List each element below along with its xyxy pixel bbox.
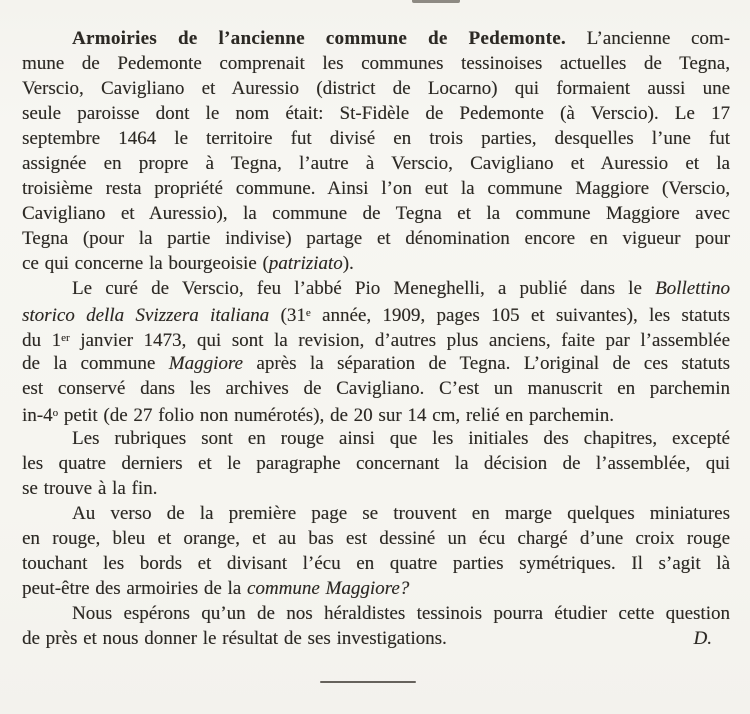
- text-run: de la commune: [22, 353, 169, 374]
- text-line: [22, 276, 730, 301]
- text-run: storico della Svizzera italiana: [22, 304, 270, 326]
- text-line: [22, 301, 730, 326]
- top-edge-print-artifact: [412, 0, 460, 3]
- text-run: après la séparation de Tegna. L’original de ces statuts: [243, 353, 730, 374]
- text-line: [22, 176, 730, 201]
- text-run: Bollettino: [655, 278, 730, 299]
- text-line: [22, 576, 730, 601]
- text-run: (31: [269, 304, 306, 326]
- scanned-page: [22, 26, 730, 683]
- text-run: petit (de 27 folio non numérotés), de 20 sur 14 cm, relié en parchemin.: [58, 404, 614, 426]
- text-run: commune Maggiore?: [246, 578, 410, 599]
- text-line: [22, 101, 730, 126]
- text-line: [22, 551, 730, 576]
- text-run: in-4: [22, 404, 53, 426]
- text-run: les quatre derniers et le paragraphe concernant la décision de l’assemblée, qui: [22, 453, 730, 474]
- text-run: troisième resta propriété commune. Ainsi l’on eut la commune Maggiore (Verscio,: [22, 178, 730, 199]
- author-signature: D.: [693, 628, 712, 649]
- superscript-run: o: [52, 407, 59, 419]
- text-line: [22, 151, 730, 176]
- text-run: année, 1909, pages 105 et suivantes), les statuts: [310, 304, 730, 326]
- text-line: [22, 451, 730, 476]
- article-body: [22, 26, 730, 651]
- text-run: mune de Pedemonte comprenait les communes tessinoises actuelles de Tegna,: [22, 53, 730, 74]
- text-run: Maggiore: [168, 353, 243, 374]
- superscript-run: e: [305, 307, 311, 319]
- text-run: Le curé de Verscio, feu l’abbé Pio Meneghelli, a publié dans le: [72, 278, 656, 299]
- text-line: [22, 326, 730, 351]
- text-run: Tegna (pour la partie indivise) partage et dénomination encore en vigueur pour: [22, 228, 730, 249]
- text-line: [22, 401, 730, 426]
- text-run: Les rubriques sont en rouge ainsi que les initiales des chapitres, excepté: [72, 428, 730, 449]
- text-run: en rouge, bleu et orange, et au bas est dessiné un écu chargé d’une croix rouge: [22, 528, 730, 549]
- text-run: peut-être des armoiries de la: [22, 578, 247, 599]
- text-line: [22, 526, 730, 551]
- text-run: janvier 1473, qui sont la revision, d’autres plus anciens, faite par l’assemblée: [69, 329, 731, 351]
- text-line: [22, 501, 730, 526]
- text-run: Verscio, Cavigliano et Auressio (district de Locarno) qui formaient aussi une: [22, 78, 730, 99]
- text-run: seule paroisse dont le nom était: St-Fidèle de Pedemonte (à Verscio). Le 17: [22, 103, 730, 124]
- text-line: [22, 251, 730, 276]
- text-run: touchant les bords et divisant l’écu en quatre parties symétriques. Il s’agit là: [22, 553, 730, 574]
- text-run: du 1: [22, 329, 62, 351]
- text-line: [22, 126, 730, 151]
- text-line: [22, 626, 730, 651]
- text-run: septembre 1464 le territoire fut divisé en trois parties, desquelles l’une fut: [22, 128, 730, 149]
- text-run: assignée en propre à Tegna, l’autre à Verscio, Cavigliano et Auressio et la: [22, 153, 730, 174]
- text-line: [22, 201, 730, 226]
- end-of-article-divider: [320, 681, 416, 683]
- text-run: Armoiries de l’ancienne commune de Pedemonte.: [72, 28, 566, 49]
- text-line: [22, 376, 730, 401]
- text-run: Au verso de la première page se trouvent en marge quelques miniatures: [72, 503, 730, 524]
- text-run: de près et nous donner le résultat de ses investigations.: [22, 628, 447, 649]
- text-run: ).: [342, 253, 354, 274]
- text-run: se trouve à la fin.: [22, 478, 158, 499]
- text-line: [22, 426, 730, 451]
- text-run: L’ancienne com-: [565, 28, 731, 49]
- text-run: est conservé dans les archives de Cavigliano. C’est un manuscrit en parchemin: [22, 378, 730, 399]
- text-line: [22, 51, 730, 76]
- superscript-run: er: [61, 332, 70, 344]
- text-run: Cavigliano et Auressio), la commune de Tegna et la commune Maggiore avec: [22, 203, 730, 224]
- text-line: [22, 601, 730, 626]
- text-run: ce qui concerne la bourgeoisie (: [22, 253, 269, 274]
- text-line: [22, 26, 730, 51]
- text-line: [22, 76, 730, 101]
- text-line: [22, 476, 730, 501]
- text-run: Nous espérons qu’un de nos héraldistes tessinois pourra étudier cette question: [72, 603, 730, 624]
- text-run: patriziato: [268, 253, 343, 274]
- text-line: [22, 351, 730, 376]
- text-line: [22, 226, 730, 251]
